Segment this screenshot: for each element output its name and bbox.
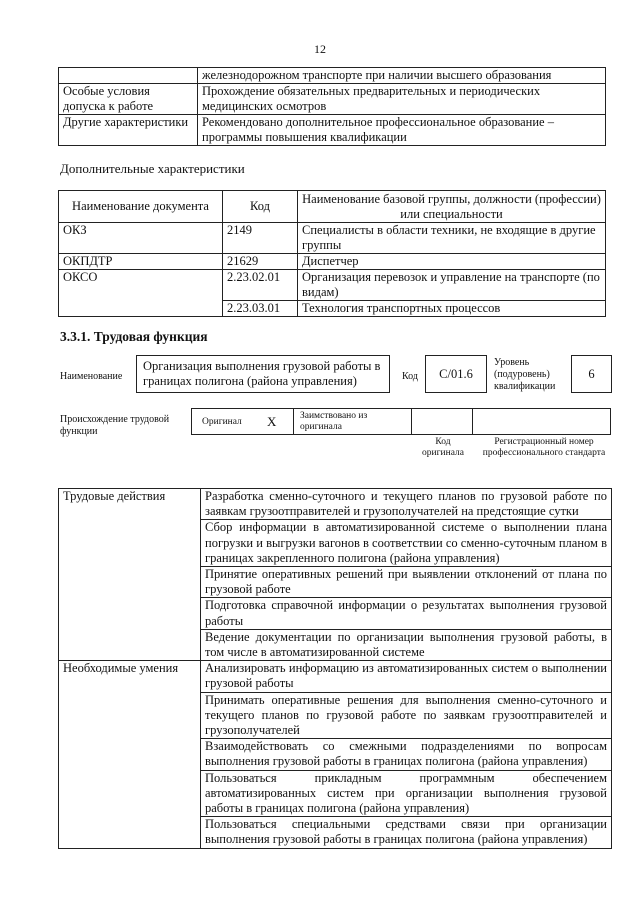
table-cell-item: Взаимодействовать со смежными подразделениями по вопросам выполнения грузовой работы в границах полигона (района управления) xyxy=(201,739,612,770)
table-row xyxy=(59,84,606,115)
table-row xyxy=(59,489,612,520)
original-mark: X xyxy=(267,414,277,429)
header-name: Наименование базовой группы, должности (профессии) или специальности xyxy=(298,191,606,223)
header-document: Наименование документа xyxy=(59,191,223,223)
table-cell-item: Сбор информации в автоматизированной системе о выполнении плана погрузки и выгрузки вагонов в соответствии со сменно-суточным планом в границах закрепленного полигона (района управления) xyxy=(201,520,612,567)
cell-code: 2149 xyxy=(223,223,298,254)
table-cell-item: Анализировать информацию из автоматизированных систем о выполнении грузовой работы xyxy=(201,661,612,692)
cell-doc: ОКЗ xyxy=(59,223,223,254)
table-cell-label xyxy=(59,68,198,84)
borrowed-label: Заимствовано из оригинала xyxy=(300,411,368,432)
origin-label: Происхождение трудовой функции xyxy=(60,414,170,437)
divider xyxy=(293,408,294,435)
table-row xyxy=(59,68,606,84)
table-cell-item: Принимать оперативные решения для выполнения сменно-суточного и текущего планов по грузовой работе по заявкам грузоотправителей и грузополучателей xyxy=(201,692,612,739)
table-cell-item: Подготовка справочной информации о результатах выполнения грузовой работы xyxy=(201,598,612,629)
additional-characteristics-table xyxy=(58,190,606,317)
registration-caption: Регистрационный номер профессионального стандарта xyxy=(482,437,606,458)
divider xyxy=(472,408,473,435)
function-name-box: Организация выполнения грузовой работы в границах полигона (района управления) xyxy=(136,355,390,393)
table-cell-item: Пользоваться прикладным программным обеспечением автоматизированных систем при организации выполнения грузовой работы в границах полигона (района управления) xyxy=(201,770,612,817)
cell-name: Организация перевозок и управление на транспорте (по видам) xyxy=(298,270,606,301)
table-cell-value: железнодорожном транспорте при наличии высшего образования xyxy=(198,68,606,84)
row-group-label: Необходимые умения xyxy=(59,661,201,848)
labor-function-table xyxy=(58,488,612,849)
function-code-box: C/01.6 xyxy=(425,355,487,393)
table-cell-item: Разработка сменно-суточного и текущего планов по грузовой работе по заявкам грузоотправителей и грузополучателей на предстоящие сутки xyxy=(201,489,612,520)
cell-name: Специалисты в области техники, не входящие в другие группы xyxy=(298,223,606,254)
level-label: Уровень (подуровень) квалификации xyxy=(494,357,556,392)
table-cell-label: Другие характеристики xyxy=(59,115,198,146)
table-row xyxy=(59,223,606,254)
table-header-row xyxy=(59,191,606,223)
table-cell-item: Пользоваться специальными средствами связи при организации выполнения грузовой работы в границах полигона (района управления) xyxy=(201,817,612,848)
page-number: 12 xyxy=(314,42,326,56)
level-box: 6 xyxy=(571,355,612,393)
table-cell-value: Рекомендовано дополнительное профессиональное образование – программы повышения квалификации xyxy=(198,115,606,146)
table-cell-value: Прохождение обязательных предварительных и периодических медицинских осмотров xyxy=(198,84,606,115)
cell-doc: ОКСО xyxy=(59,270,223,317)
divider xyxy=(411,408,412,435)
original-label: Оригинал xyxy=(202,417,242,427)
origin-box xyxy=(191,408,611,435)
table-row xyxy=(59,270,606,301)
table-cell-item: Ведение документации по организации выполнения грузовой работы, в том числе в автоматизированной системе xyxy=(201,629,612,660)
header-code: Код xyxy=(223,191,298,223)
section-title: 3.3.1. Трудовая функция xyxy=(60,329,208,344)
table-cell-label: Особые условия допуска к работе xyxy=(59,84,198,115)
additional-characteristics-title: Дополнительные характеристики xyxy=(60,161,245,176)
cell-code: 21629 xyxy=(223,254,298,270)
cell-name: Диспетчер xyxy=(298,254,606,270)
code-label: Код xyxy=(402,371,418,382)
row-group-label: Трудовые действия xyxy=(59,489,201,661)
cell-code: 2.23.02.01 xyxy=(223,270,298,301)
table-row xyxy=(59,115,606,146)
code-original-caption: Код оригинала xyxy=(422,437,464,458)
cell-code: 2.23.03.01 xyxy=(223,301,298,317)
table-cell-item: Принятие оперативных решений при выявлении отклонений от плана по грузовой работе xyxy=(201,567,612,598)
top-characteristics-table xyxy=(58,67,606,146)
cell-name: Технология транспортных процессов xyxy=(298,301,606,317)
cell-doc: ОКПДТР xyxy=(59,254,223,270)
table-row xyxy=(59,254,606,270)
name-label: Наименование xyxy=(60,371,123,382)
table-row xyxy=(59,661,612,692)
